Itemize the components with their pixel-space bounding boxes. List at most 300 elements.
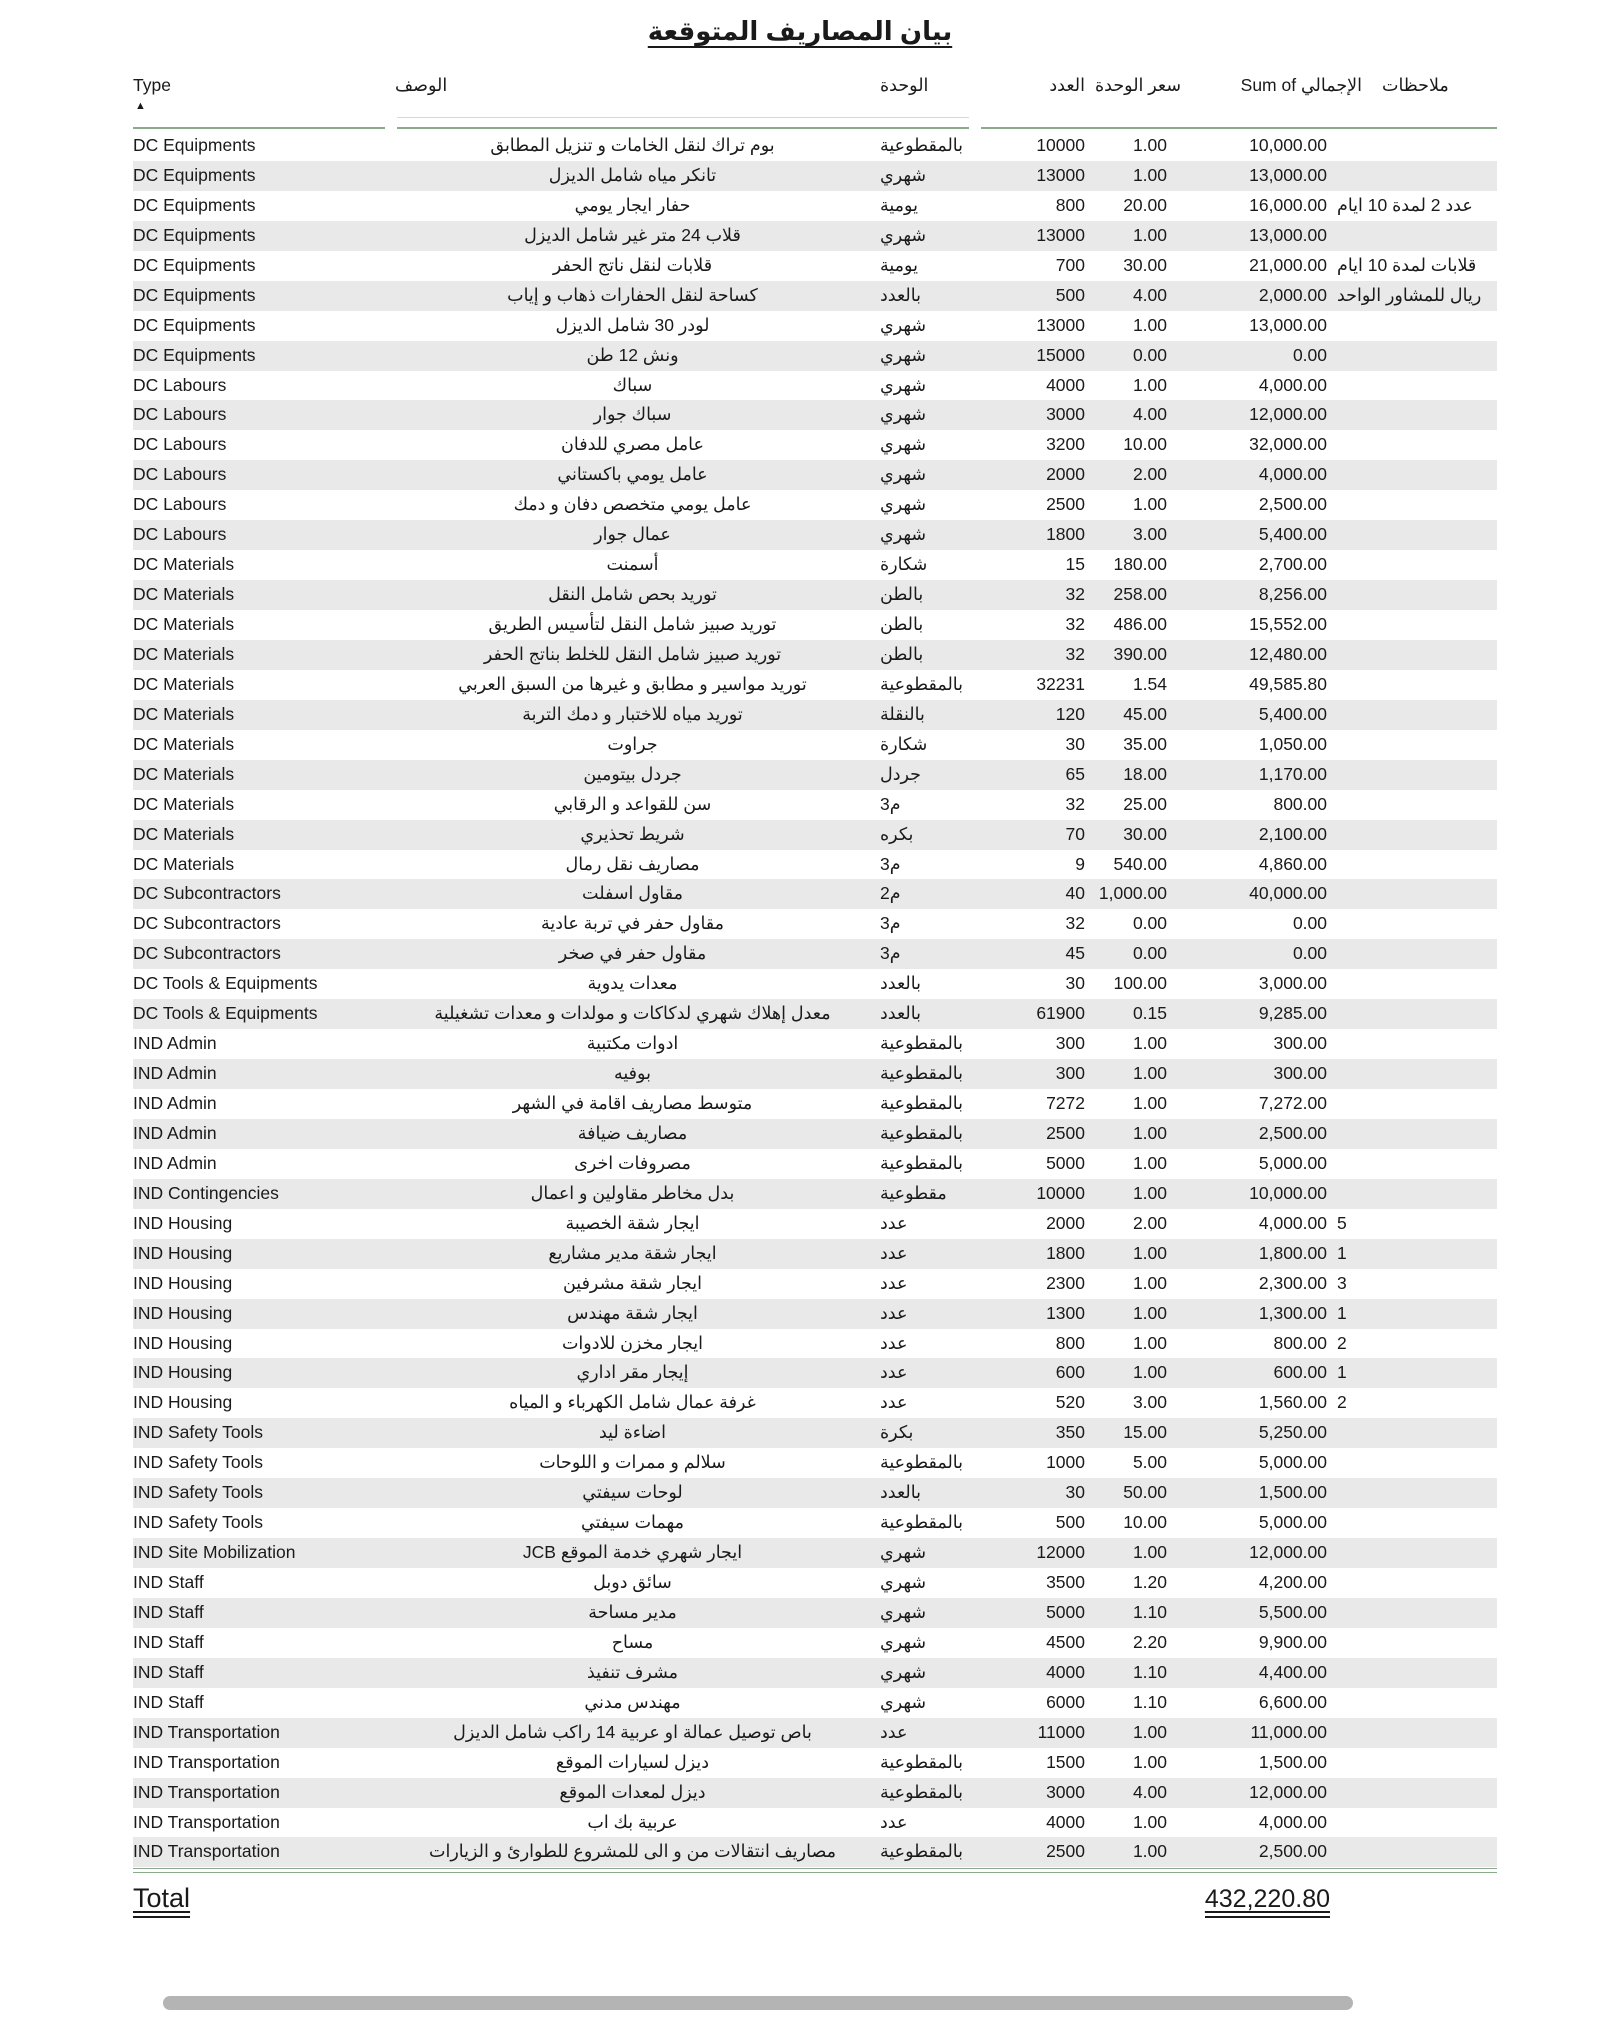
cell-unit-price: 390.00 xyxy=(1113,643,1167,664)
cell-quantity: 600 xyxy=(1055,1362,1085,1383)
cell-unit-price: 1.00 xyxy=(1132,1332,1167,1353)
cell-unit: عدد xyxy=(880,1242,908,1263)
cell-type: DC Equipments xyxy=(133,135,256,155)
cell-quantity: 1800 xyxy=(1046,1242,1085,1263)
cell-quantity: 32 xyxy=(1065,614,1085,634)
cell-total: 5,500.00 xyxy=(1258,1601,1327,1622)
cell-description: ايجار شقة مهندس xyxy=(567,1302,698,1323)
cell-unit: شهري xyxy=(880,1691,927,1712)
cell-unit-price: 1.00 xyxy=(1132,164,1167,185)
cell-unit: شكارة xyxy=(880,554,928,575)
cell-type: IND Staff xyxy=(133,1631,204,1652)
cell-unit-price: 4.00 xyxy=(1132,284,1167,305)
cell-note xyxy=(1327,221,1497,251)
cell-note xyxy=(1327,131,1497,161)
cell-description: عامل مصري للدفان xyxy=(561,434,704,455)
cell-total: 4,400.00 xyxy=(1258,1661,1327,1682)
cell-unit: عدد xyxy=(880,1362,908,1383)
cell-total: 2,000.00 xyxy=(1258,284,1327,305)
cell-note xyxy=(1327,490,1497,520)
cell-description: مهندس مدني xyxy=(584,1691,681,1712)
column-header-unit: الوحدة xyxy=(880,75,929,95)
cell-type: IND Safety Tools xyxy=(133,1482,264,1503)
cell-description: مقاول حفر في صخر xyxy=(558,943,707,964)
cell-type: IND Housing xyxy=(133,1242,233,1263)
cell-note xyxy=(1327,939,1497,969)
cell-quantity: 800 xyxy=(1055,1332,1085,1353)
cell-quantity: 1800 xyxy=(1046,524,1085,545)
table-row xyxy=(133,341,1497,371)
cell-unit: عدد xyxy=(880,1302,908,1323)
cell-type: IND Admin xyxy=(133,1063,217,1084)
cell-description: توريد بحص شامل النقل xyxy=(548,584,717,605)
cell-note: قلابات لمدة 10 ايام xyxy=(1337,254,1477,275)
cell-description: ديزل لسيارات الموقع xyxy=(555,1751,710,1772)
cell-unit: يومية xyxy=(880,194,918,215)
table-row xyxy=(133,1119,1497,1149)
cell-total: 5,400.00 xyxy=(1258,703,1327,724)
expenses-table xyxy=(133,71,1497,1929)
cell-total: 40,000.00 xyxy=(1249,883,1327,904)
cell-quantity: 520 xyxy=(1055,1392,1085,1413)
table-row xyxy=(133,820,1497,850)
cell-quantity: 4000 xyxy=(1046,1811,1085,1832)
cell-quantity: 1500 xyxy=(1046,1751,1085,1772)
header-divider-line xyxy=(397,117,969,119)
cell-unit-price: 15.00 xyxy=(1123,1422,1167,1443)
cell-quantity: 12000 xyxy=(1036,1542,1085,1563)
cell-unit: شهري xyxy=(880,404,927,425)
table-row xyxy=(133,850,1497,880)
cell-note xyxy=(1327,760,1497,790)
cell-type: DC Materials xyxy=(133,673,235,694)
cell-unit-price: 1.00 xyxy=(1132,1242,1167,1263)
cell-type: DC Subcontractors xyxy=(133,913,281,934)
cell-description: شريط تحذيري xyxy=(580,823,685,844)
cell-total: 4,200.00 xyxy=(1258,1572,1327,1592)
table-row xyxy=(133,670,1497,700)
cell-total: 13,000.00 xyxy=(1249,224,1327,245)
cell-unit: م3 xyxy=(880,943,901,964)
cell-unit-price: 0.00 xyxy=(1132,344,1167,365)
cell-quantity: 300 xyxy=(1055,1063,1085,1084)
cell-note xyxy=(1327,909,1497,939)
cell-note xyxy=(1327,1688,1497,1718)
cell-quantity: 3500 xyxy=(1046,1572,1085,1592)
cell-type: IND Housing xyxy=(133,1392,233,1413)
cell-quantity: 2500 xyxy=(1046,494,1085,515)
cell-type: IND Staff xyxy=(133,1572,204,1592)
cell-unit: شهري xyxy=(880,374,927,395)
cell-unit: شهري xyxy=(880,524,927,545)
cell-total: 10,000.00 xyxy=(1249,135,1327,155)
cell-total: 13,000.00 xyxy=(1249,164,1327,185)
cell-type: IND Site Mobilization xyxy=(133,1542,296,1563)
cell-unit-price: 1.20 xyxy=(1132,1572,1167,1592)
cell-quantity: 700 xyxy=(1055,254,1085,275)
cell-unit: شهري xyxy=(880,344,927,365)
cell-total: 2,300.00 xyxy=(1258,1272,1327,1293)
cell-quantity: 4500 xyxy=(1046,1631,1085,1652)
total-separator-line xyxy=(133,1868,1497,1873)
cell-unit-price: 10.00 xyxy=(1123,1512,1167,1533)
table-row xyxy=(133,490,1497,520)
cell-note xyxy=(1327,1029,1497,1059)
table-row xyxy=(133,221,1497,251)
cell-type: DC Equipments xyxy=(133,164,256,185)
cell-type: IND Staff xyxy=(133,1691,204,1712)
table-row xyxy=(133,191,1497,221)
table-row xyxy=(133,1808,1497,1838)
cell-unit: بالطن xyxy=(880,614,924,634)
cell-unit: بالمقطوعية xyxy=(880,135,964,155)
cell-unit: شهري xyxy=(880,1542,927,1563)
cell-unit: شهري xyxy=(880,224,927,245)
cell-note xyxy=(1327,1059,1497,1089)
table-row xyxy=(133,371,1497,401)
cell-total: 1,170.00 xyxy=(1258,763,1327,784)
cell-note: 1 xyxy=(1337,1242,1347,1263)
cell-unit: بكره xyxy=(880,823,914,844)
cell-total: 1,800.00 xyxy=(1258,1242,1327,1263)
cell-description: حفار ايجار يومي xyxy=(574,194,691,215)
table-header-row xyxy=(133,71,1497,129)
cell-quantity: 4000 xyxy=(1046,374,1085,395)
cell-quantity: 300 xyxy=(1055,1033,1085,1054)
cell-unit-price: 1.00 xyxy=(1132,494,1167,515)
table-row xyxy=(133,520,1497,550)
cell-type: DC Materials xyxy=(133,733,235,754)
cell-unit: شهري xyxy=(880,434,927,455)
cell-unit-price: 2.00 xyxy=(1132,1212,1167,1233)
cell-total: 11,000.00 xyxy=(1250,1721,1327,1742)
cell-description: مشرف تنفيذ xyxy=(586,1661,679,1682)
cell-description: ونش 12 طن xyxy=(586,344,679,365)
cell-type: DC Materials xyxy=(133,614,235,634)
cell-unit: شهري xyxy=(880,1661,927,1682)
cell-quantity: 30 xyxy=(1065,733,1085,754)
cell-quantity: 1000 xyxy=(1046,1452,1085,1473)
cell-note xyxy=(1327,580,1497,610)
cell-note xyxy=(1327,1598,1497,1628)
cell-type: DC Subcontractors xyxy=(133,943,281,964)
cell-quantity: 70 xyxy=(1065,823,1085,844)
table-row xyxy=(133,131,1497,161)
table-row xyxy=(133,1658,1497,1688)
cell-unit: شهري xyxy=(880,314,927,335)
cell-type: IND Transportation xyxy=(133,1811,280,1832)
cell-total: 6,600.00 xyxy=(1258,1691,1327,1712)
cell-quantity: 10000 xyxy=(1036,1182,1085,1203)
cell-note xyxy=(1327,1418,1497,1448)
cell-total: 0.00 xyxy=(1292,344,1327,365)
cell-total: 16,000.00 xyxy=(1249,194,1327,215)
cell-total: 5,000.00 xyxy=(1258,1152,1327,1173)
cell-unit-price: 1.00 xyxy=(1132,1542,1167,1563)
cell-quantity: 15 xyxy=(1065,554,1085,575)
table-row xyxy=(133,1388,1497,1418)
table-row xyxy=(133,580,1497,610)
cell-note xyxy=(1327,1448,1497,1478)
cell-unit-price: 1.54 xyxy=(1132,673,1167,694)
cell-unit: جردل xyxy=(880,763,921,784)
cell-unit-price: 1.00 xyxy=(1132,1362,1167,1383)
cell-description: عمال جوار xyxy=(594,524,671,545)
cell-unit-price: 0.00 xyxy=(1132,913,1167,934)
cell-quantity: 30 xyxy=(1065,1482,1085,1503)
cell-note xyxy=(1327,640,1497,670)
cell-note: عدد 2 لمدة 10 ايام xyxy=(1337,194,1473,215)
cell-quantity: 2500 xyxy=(1046,1841,1085,1862)
cell-type: IND Transportation xyxy=(133,1781,280,1802)
cell-type: IND Housing xyxy=(133,1272,233,1293)
cell-unit-price: 1,000.00 xyxy=(1098,883,1167,904)
table-row xyxy=(133,1837,1497,1867)
cell-note xyxy=(1327,670,1497,700)
cell-total: 5,400.00 xyxy=(1258,524,1327,545)
cell-description: توريد صبيز شامل النقل لتأسيس الطريق xyxy=(488,614,777,634)
cell-unit-price: 1.10 xyxy=(1132,1601,1167,1622)
cell-unit-price: 1.00 xyxy=(1132,1033,1167,1054)
cell-total: 12,480.00 xyxy=(1249,643,1327,664)
cell-type: IND Safety Tools xyxy=(133,1452,264,1473)
cell-note xyxy=(1327,1718,1497,1748)
cell-type: DC Subcontractors xyxy=(133,883,281,904)
table-row xyxy=(133,1179,1497,1209)
cell-description: عامل يومي متخصص دفان و دمك xyxy=(513,494,752,515)
table-row xyxy=(133,281,1497,311)
cell-type: DC Equipments xyxy=(133,314,256,335)
cell-total: 800.00 xyxy=(1273,793,1327,814)
cell-unit: عدد xyxy=(880,1392,908,1413)
cell-unit-price: 1.00 xyxy=(1132,1811,1167,1832)
cell-quantity: 500 xyxy=(1055,284,1085,305)
cell-unit: بالعدد xyxy=(880,1003,921,1024)
cell-unit: بالمقطوعية xyxy=(880,1152,964,1173)
table-row xyxy=(133,460,1497,490)
cell-description: قلاب 24 متر غير شامل الديزل xyxy=(524,224,741,245)
column-header-notes: ملاحظات xyxy=(1382,75,1449,95)
cell-unit: م2 xyxy=(880,883,901,904)
sort-ascending-icon[interactable]: ▲ xyxy=(135,100,146,112)
cell-quantity: 2500 xyxy=(1046,1122,1085,1143)
cell-total: 4,860.00 xyxy=(1258,853,1327,874)
cell-description: مدير مساحة xyxy=(588,1601,677,1622)
table-row xyxy=(133,1358,1497,1388)
cell-total: 12,000.00 xyxy=(1249,1542,1327,1563)
cell-description: بدل مخاطر مقاولين و اعمال xyxy=(530,1182,735,1203)
cell-description: جردل بيتومين xyxy=(583,763,682,784)
cell-note xyxy=(1327,341,1497,371)
table-row xyxy=(133,550,1497,580)
cell-quantity: 32 xyxy=(1065,913,1085,934)
cell-type: DC Equipments xyxy=(133,344,256,365)
horizontal-scrollbar-thumb[interactable] xyxy=(163,1996,1353,2010)
cell-type: DC Equipments xyxy=(133,254,256,275)
cell-description: متوسط مصاريف اقامة في الشهر xyxy=(512,1093,753,1113)
cell-unit: عدد xyxy=(880,1811,908,1832)
cell-note xyxy=(1327,820,1497,850)
cell-quantity: 40 xyxy=(1065,883,1085,904)
cell-quantity: 13000 xyxy=(1036,224,1085,245)
cell-unit-price: 486.00 xyxy=(1113,614,1167,634)
cell-type: DC Labours xyxy=(133,494,227,515)
cell-description: ادوات مكتبية xyxy=(586,1033,679,1054)
table-row xyxy=(133,879,1497,909)
table-row xyxy=(133,1688,1497,1718)
cell-unit: بالمقطوعية xyxy=(880,1841,964,1862)
cell-unit-price: 1.00 xyxy=(1132,224,1167,245)
cell-description: إيجار مقر اداري xyxy=(576,1362,689,1383)
cell-note xyxy=(1327,1837,1497,1867)
cell-unit-price: 1.00 xyxy=(1132,1122,1167,1143)
table-row xyxy=(133,730,1497,760)
cell-unit: مقطوعية xyxy=(880,1182,947,1203)
table-row xyxy=(133,1269,1497,1299)
column-header-type[interactable]: Type xyxy=(133,75,171,95)
cell-description: باص توصيل عمالة او عربية 14 راكب شامل الديزل xyxy=(453,1721,812,1742)
cell-description: معدات يدوية xyxy=(587,973,678,994)
table-row xyxy=(133,311,1497,341)
cell-unit-price: 35.00 xyxy=(1123,733,1167,754)
cell-total: 800.00 xyxy=(1273,1332,1327,1353)
cell-description: سباك xyxy=(612,374,653,395)
cell-quantity: 32 xyxy=(1065,584,1085,605)
cell-quantity: 2000 xyxy=(1046,1212,1085,1233)
cell-quantity: 61900 xyxy=(1036,1003,1085,1024)
table-row xyxy=(133,400,1497,430)
cell-total: 13,000.00 xyxy=(1249,314,1327,335)
cell-unit-price: 2.00 xyxy=(1132,464,1167,485)
cell-unit: بكرة xyxy=(880,1422,914,1443)
cell-total: 10,000.00 xyxy=(1249,1182,1327,1203)
cell-total: 32,000.00 xyxy=(1249,434,1327,455)
cell-unit-price: 1.00 xyxy=(1132,1182,1167,1203)
cell-description: ايجار شقة مشرفين xyxy=(562,1272,703,1293)
cell-description: معدل إهلاك شهري لدكاكات و مولدات و معدات تشغيلية xyxy=(434,1003,831,1024)
cell-note xyxy=(1327,790,1497,820)
cell-total: 21,000.00 xyxy=(1249,254,1327,275)
cell-note xyxy=(1327,161,1497,191)
page-title: بيان المصاريف المتوقعة xyxy=(647,16,953,46)
cell-type: IND Housing xyxy=(133,1362,233,1383)
table-row xyxy=(133,1448,1497,1478)
cell-description: عامل يومي باكستاني xyxy=(557,464,708,485)
cell-note xyxy=(1327,1149,1497,1179)
cell-unit: بالمقطوعية xyxy=(880,1063,964,1084)
cell-unit-price: 180.00 xyxy=(1113,554,1167,575)
cell-quantity: 9 xyxy=(1075,853,1085,874)
cell-unit-price: 1.00 xyxy=(1132,1152,1167,1173)
cell-unit: شكارة xyxy=(880,733,928,754)
table-row xyxy=(133,1598,1497,1628)
cell-unit: يومية xyxy=(880,254,918,275)
cell-description: مقاول اسفلت xyxy=(582,883,683,904)
cell-type: IND Transportation xyxy=(133,1721,280,1742)
table-row xyxy=(133,1089,1497,1119)
cell-unit: بالمقطوعية xyxy=(880,1751,964,1772)
cell-unit-price: 45.00 xyxy=(1123,703,1167,724)
cell-unit-price: 1.00 xyxy=(1132,374,1167,395)
cell-note xyxy=(1327,1089,1497,1119)
cell-total: 2,700.00 xyxy=(1258,554,1327,575)
cell-note xyxy=(1327,1119,1497,1149)
cell-unit-price: 1.00 xyxy=(1132,1302,1167,1323)
table-row xyxy=(133,1568,1497,1598)
cell-description: مهمات سيفتي xyxy=(581,1512,684,1533)
cell-unit: بالعدد xyxy=(880,973,921,994)
cell-quantity: 3200 xyxy=(1046,434,1085,455)
cell-type: IND Housing xyxy=(133,1302,233,1323)
cell-description: لوحات سيفتي xyxy=(582,1482,683,1503)
cell-unit-price: 540.00 xyxy=(1113,853,1167,874)
cell-type: DC Equipments xyxy=(133,224,256,245)
column-header-unit-price: سعر الوحدة xyxy=(1095,75,1182,95)
cell-description: لودر 30 شامل الديزل xyxy=(555,314,710,335)
cell-unit-price: 1.10 xyxy=(1132,1691,1167,1712)
cell-type: IND Transportation xyxy=(133,1751,280,1772)
cell-unit-price: 50.00 xyxy=(1123,1482,1167,1503)
cell-unit-price: 4.00 xyxy=(1132,404,1167,425)
cell-total: 12,000.00 xyxy=(1249,1781,1327,1802)
cell-quantity: 10000 xyxy=(1036,135,1085,155)
cell-total: 3,000.00 xyxy=(1258,973,1327,994)
cell-type: DC Labours xyxy=(133,464,227,485)
table-row xyxy=(133,1748,1497,1778)
cell-unit-price: 258.00 xyxy=(1113,584,1167,605)
table-row xyxy=(133,1299,1497,1329)
cell-description: قلابات لنقل ناتج الحفر xyxy=(552,254,713,275)
cell-note: 2 xyxy=(1337,1332,1347,1353)
cell-total: 8,256.00 xyxy=(1258,584,1327,605)
cell-quantity: 2000 xyxy=(1046,464,1085,485)
cell-type: IND Admin xyxy=(133,1152,217,1173)
cell-total: 4,000.00 xyxy=(1258,464,1327,485)
cell-quantity: 5000 xyxy=(1046,1152,1085,1173)
table-row xyxy=(133,969,1497,999)
cell-note xyxy=(1327,371,1497,401)
cell-unit: شهري xyxy=(880,494,927,515)
cell-total: 15,552.00 xyxy=(1249,614,1327,634)
table-row xyxy=(133,1508,1497,1538)
cell-type: IND Staff xyxy=(133,1601,204,1622)
cell-unit: شهري xyxy=(880,1572,927,1592)
cell-type: DC Tools & Equipments xyxy=(133,1003,318,1024)
cell-note xyxy=(1327,1538,1497,1568)
cell-unit: بالعدد xyxy=(880,284,921,305)
cell-quantity: 800 xyxy=(1055,194,1085,215)
cell-total: 5,000.00 xyxy=(1258,1512,1327,1533)
table-row xyxy=(133,1778,1497,1808)
cell-unit: بالمقطوعية xyxy=(880,1093,964,1113)
cell-total: 1,500.00 xyxy=(1258,1751,1327,1772)
cell-unit-price: 0.15 xyxy=(1132,1003,1167,1024)
table-row xyxy=(133,1478,1497,1508)
cell-quantity: 32 xyxy=(1065,643,1085,664)
cell-note xyxy=(1327,1778,1497,1808)
cell-total: 5,000.00 xyxy=(1258,1452,1327,1473)
column-header-description: الوصف xyxy=(395,75,448,95)
table-row xyxy=(133,1029,1497,1059)
cell-unit: عدد xyxy=(880,1721,908,1742)
cell-total: 4,000.00 xyxy=(1258,374,1327,395)
cell-quantity: 15000 xyxy=(1036,344,1085,365)
cell-note xyxy=(1327,1179,1497,1209)
cell-type: IND Housing xyxy=(133,1212,233,1233)
cell-description: تانكر مياه شامل الديزل xyxy=(548,164,717,185)
cell-note xyxy=(1327,730,1497,760)
cell-note xyxy=(1327,1568,1497,1598)
